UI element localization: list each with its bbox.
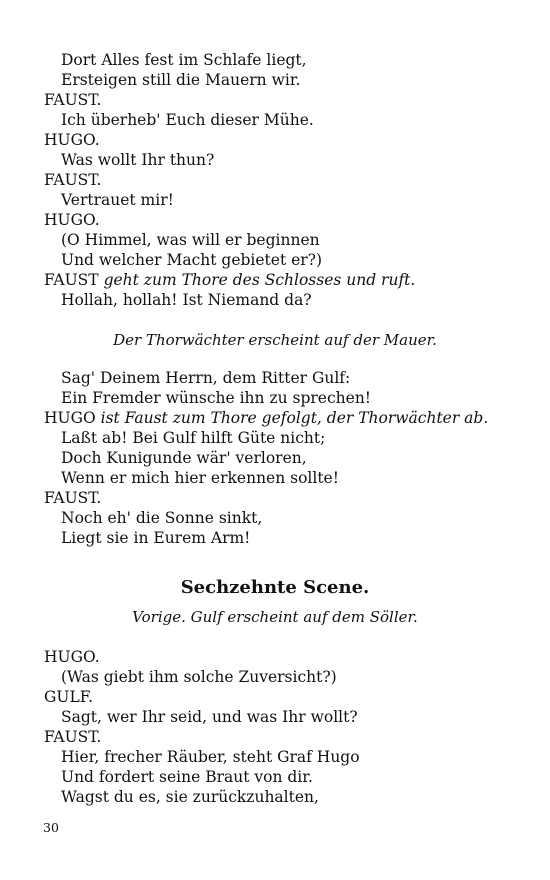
verse-line: Doch Kunigunde wär' verloren, — [61, 449, 307, 467]
speaker-name: FAUST. — [44, 728, 102, 746]
inline-stage-direction: ist Faust zum Thore gefolgt, der Thorwächter ab. — [100, 409, 489, 427]
speaker-with-direction — [44, 408, 514, 428]
inline-stage-direction: geht zum Thore des Schlosses und ruft. — [103, 271, 416, 289]
speaker-name: FAUST. — [44, 91, 102, 109]
verse-line: Vertrauet mir! — [61, 191, 174, 209]
speaker-name: GULF. — [44, 688, 94, 706]
verse-line: (Was giebt ihm solche Zuversicht?) — [61, 668, 337, 686]
verse-line: Wenn er mich hier erkennen sollte! — [61, 469, 339, 487]
verse-line: Dort Alles fest im Schlafe liegt, — [61, 51, 307, 69]
verse-line: Ein Fremder wünsche ihn zu sprechen! — [61, 389, 372, 407]
page-number: 30 — [43, 820, 59, 835]
text-block-1 — [44, 50, 514, 310]
text-block-3 — [44, 647, 514, 807]
speaker-name: HUGO. — [44, 211, 100, 229]
scene-heading: Sechzehnte Scene. — [180, 577, 370, 598]
speaker-with-direction — [44, 270, 514, 290]
verse-line: Liegt sie in Eurem Arm! — [61, 529, 251, 547]
speaker-name: FAUST. — [44, 489, 102, 507]
text-block-2 — [44, 368, 514, 548]
verse-line: Ich überheb' Euch dieser Mühe. — [61, 111, 314, 129]
verse-line: Ersteigen still die Mauern wir. — [61, 71, 301, 89]
stage-direction: Der Thorwächter erscheint auf der Mauer. — [113, 331, 437, 349]
verse-line: Hier, frecher Räuber, steht Graf Hugo — [61, 748, 360, 766]
verse-line: (O Himmel, was will er beginnen — [61, 231, 320, 249]
speaker-name: HUGO. — [44, 131, 100, 149]
speaker-name: HUGO — [44, 409, 96, 427]
speaker-name: FAUST — [44, 271, 99, 289]
speaker-name: FAUST. — [44, 171, 102, 189]
verse-line: Und fordert seine Braut von dir. — [61, 768, 313, 786]
verse-line: Laßt ab! Bei Gulf hilft Güte nicht; — [61, 429, 326, 447]
verse-line: Was wollt Ihr thun? — [61, 151, 215, 169]
verse-line: Und welcher Macht gebietet er?) — [61, 251, 323, 269]
scene-stage-direction: Vorige. Gulf erscheint auf dem Söller. — [132, 608, 418, 626]
verse-line: Hollah, hollah! Ist Niemand da? — [61, 291, 312, 309]
verse-line: Wagst du es, sie zurückzuhalten, — [61, 788, 319, 806]
verse-line: Sag' Deinem Herrn, dem Ritter Gulf: — [61, 369, 351, 387]
speaker-name: HUGO. — [44, 648, 100, 666]
verse-line: Noch eh' die Sonne sinkt, — [61, 509, 263, 527]
verse-line: Sagt, wer Ihr seid, und was Ihr wollt? — [61, 708, 358, 726]
